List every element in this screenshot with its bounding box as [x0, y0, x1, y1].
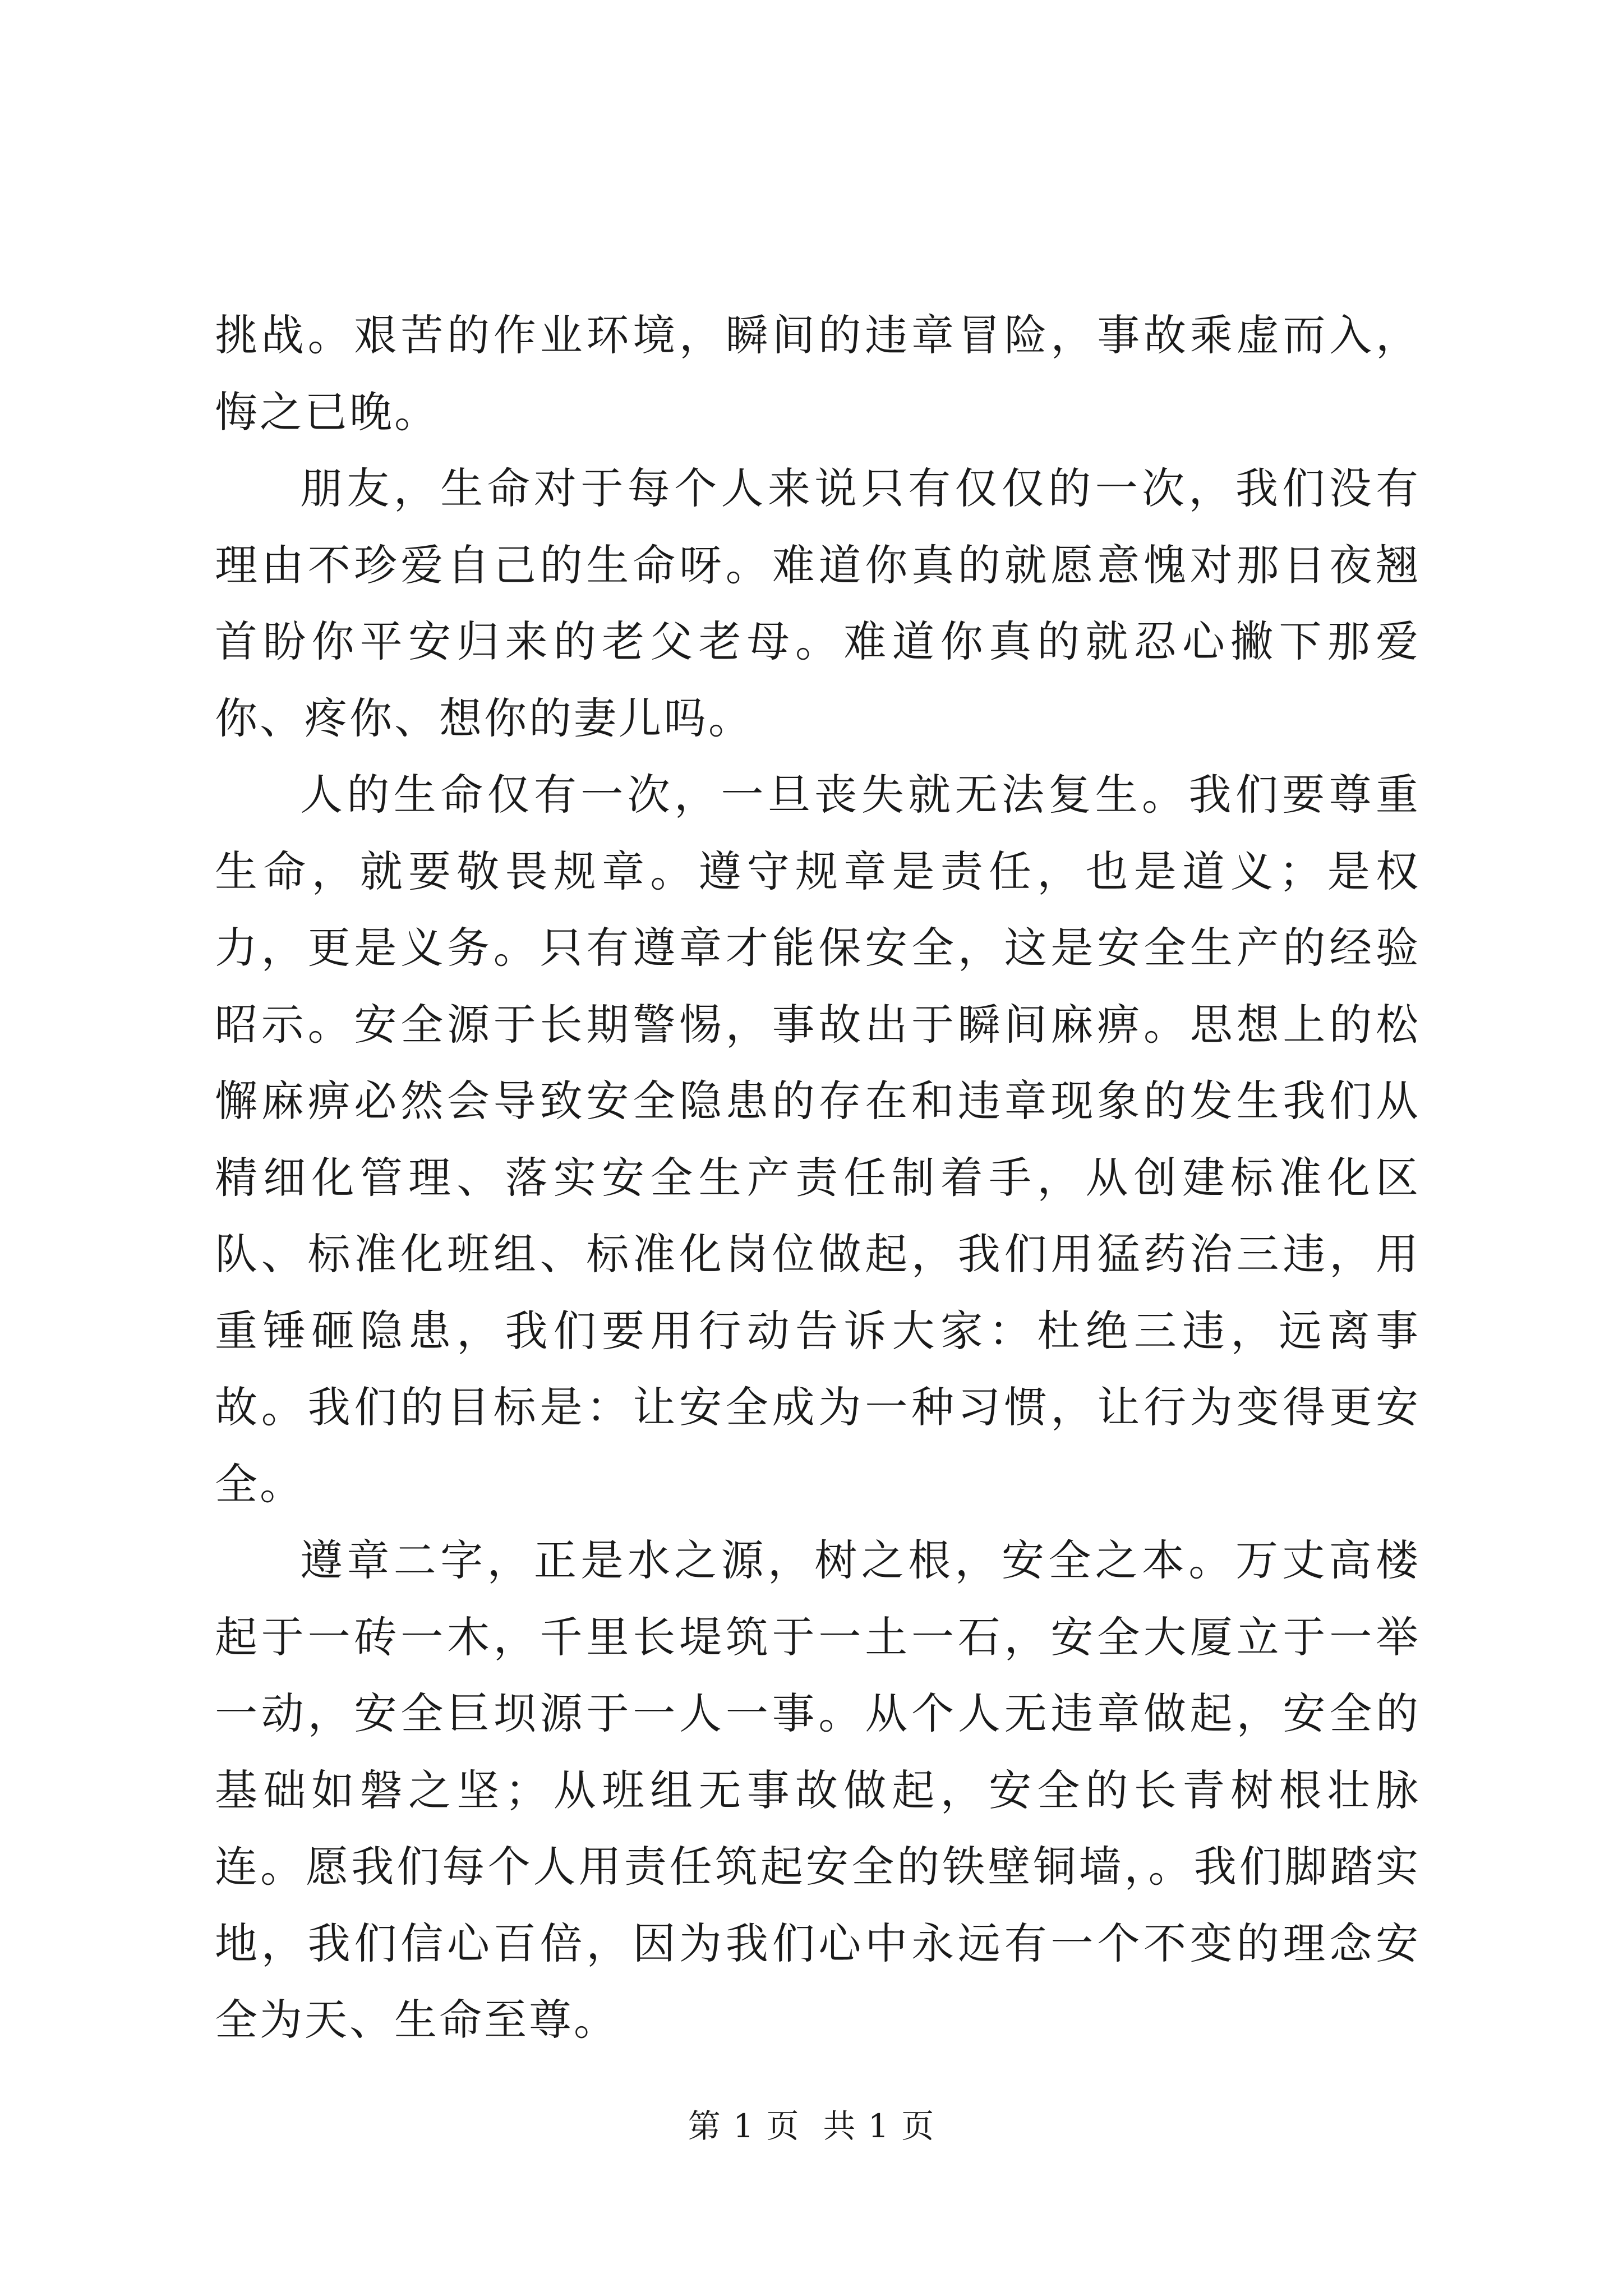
document-body: [215, 297, 1421, 2059]
page-footer: [0, 2104, 1623, 2148]
paragraph-follow-rules: 遵章二字，正是水之源，树之根，安全之本。万丈高楼起于一砖一木，千里长堤筑于一土一石，安全大厦立于一举一动，安全巨坝源于一人一事。从个人无违章做起，安全的基础如磐之坚；从班组无事故做起，安全的长青树根壮脉连。愿我们每个人用责任筑起安全的铁壁铜墙，。我们脚踏实地，我们信心百倍，因为我们心中永远有一个不变的理念安全为天、生命至尊。: [215, 1535, 1421, 2045]
paragraph-continued: 挑战。艰苦的作业环境，瞬间的违章冒险，事故乘虚而入，悔之已晚。: [215, 310, 1421, 437]
page-number-label: 第 1 页 共 1 页: [688, 2107, 935, 2145]
paragraph-friends: 朋友，生命对于每个人来说只有仅仅的一次，我们没有理由不珍爱自己的生命呀。难道你真的就愿意愧对那日夜翘首盼你平安归来的老父老母。难道你真的就忍心撇下那爱你、疼你、想你的妻儿吗。: [215, 463, 1421, 743]
paragraph-respect-rules: 人的生命仅有一次，一旦丧失就无法复生。我们要尊重生命，就要敬畏规章。遵守规章是责任，也是道义；是权力，更是义务。只有遵章才能保安全，这是安全生产的经验昭示。安全源于长期警惕，事故出于瞬间麻痹。思想上的松懈麻痹必然会导致安全隐患的存在和违章现象的发生我们从精细化管理、落实安全生产责任制着手，从创建标准化区队、标准化班组、标准化岗位做起，我们用猛药治三违，用重锤砸隐患，我们要用行动告诉大家：杜绝三违，远离事故。我们的目标是：让安全成为一种习惯，让行为变得更安全。: [215, 770, 1421, 1509]
